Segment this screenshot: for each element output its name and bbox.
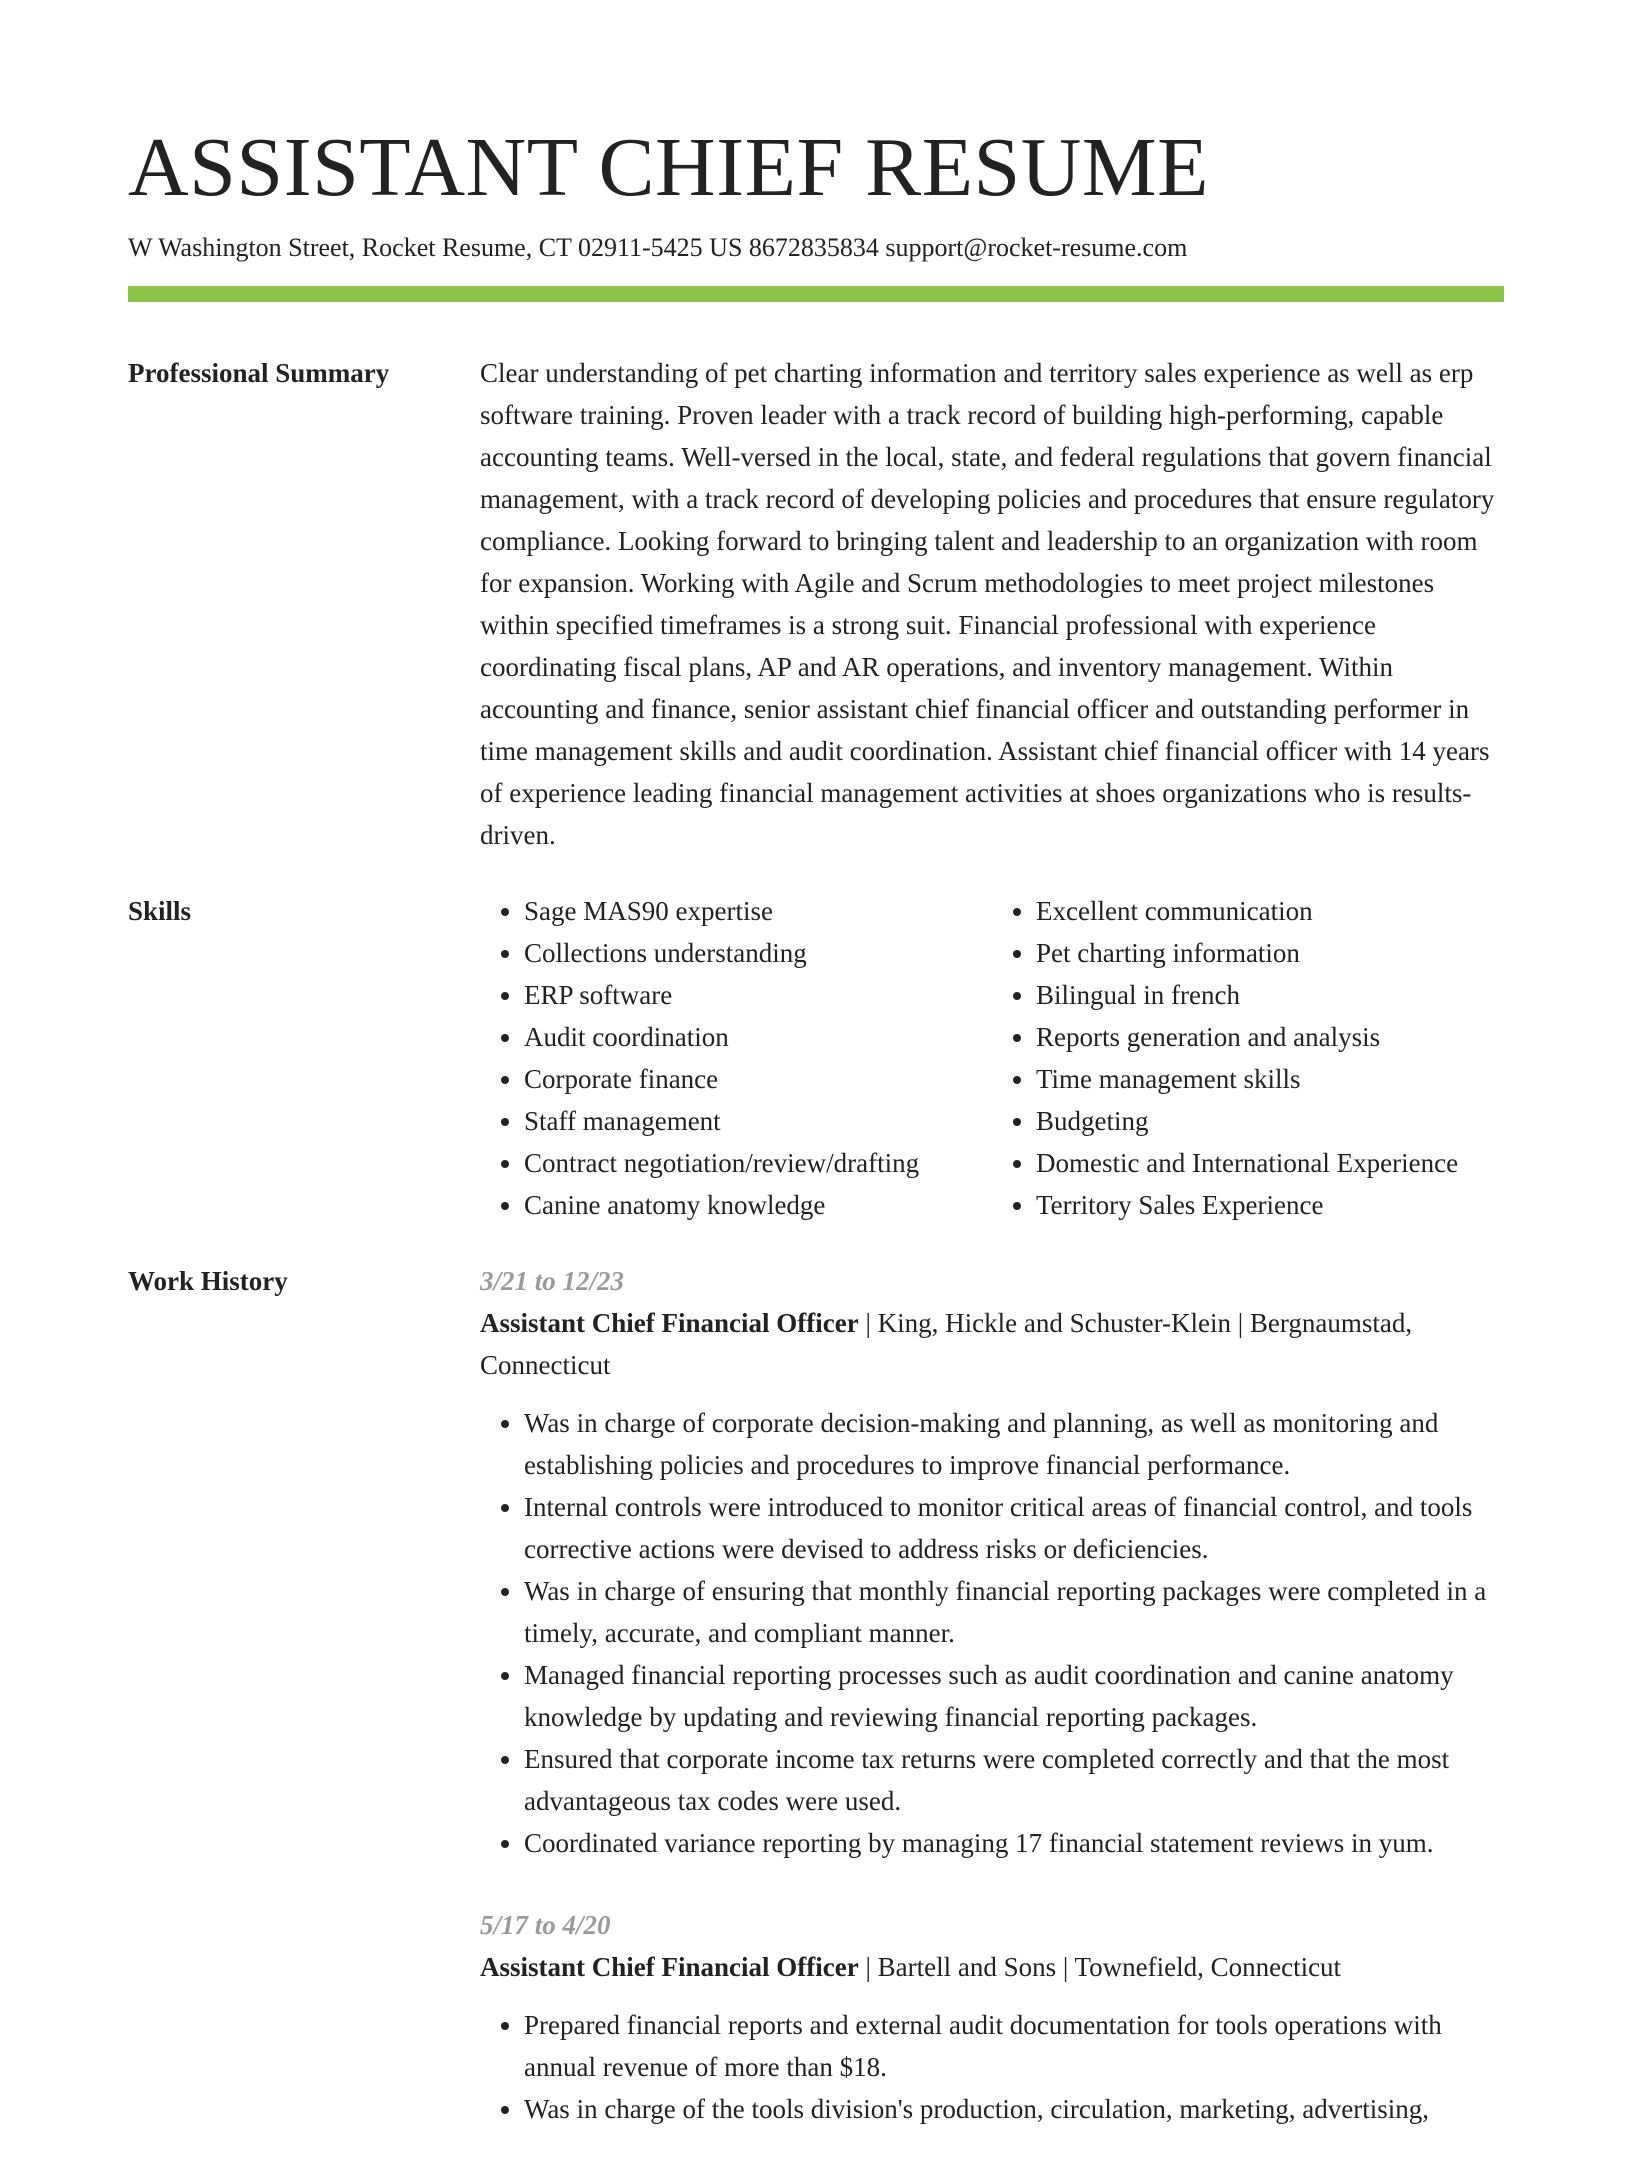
skill-item: • Contract negotiation/review/drafting xyxy=(524,1142,992,1184)
professional-summary-section xyxy=(128,352,1504,856)
job-bullet: • Managed financial reporting processes such as audit coordination and canine anatomy knowledge by updating and reviewing financial reporting packages. xyxy=(524,1654,1504,1738)
job-bullet: • Was in charge of ensuring that monthly financial reporting packages were completed in a timely, accurate, and compliant manner. xyxy=(524,1570,1504,1654)
job-bullet: • Prepared financial reports and external audit documentation for tools operations with annual revenue of more than $18. xyxy=(524,2004,1504,2088)
job-bullet: • Coordinated variance reporting by managing 17 financial statement reviews in yum. xyxy=(524,1822,1504,1864)
skills-section xyxy=(128,890,1504,1226)
section-label-work-history: Work History xyxy=(128,1266,288,1296)
skill-item: • Domestic and International Experience xyxy=(1036,1142,1504,1184)
skill-item: • Time management skills xyxy=(1036,1058,1504,1100)
accent-divider xyxy=(128,286,1504,302)
job-title: Assistant Chief Financial Officer xyxy=(480,1952,859,1982)
skill-item: • ERP software xyxy=(524,974,992,1016)
skill-item: • Canine anatomy knowledge xyxy=(524,1184,992,1226)
skill-item: • Reports generation and analysis xyxy=(1036,1016,1504,1058)
job-title: Assistant Chief Financial Officer xyxy=(480,1308,859,1338)
job-company-location: | King, Hickle and Schuster-Klein | Bergnaumstad, Connecticut xyxy=(480,1308,1413,1380)
skill-item: • Bilingual in french xyxy=(1036,974,1504,1016)
resume-title: ASSISTANT CHIEF RESUME xyxy=(128,121,1209,214)
job-bullet: • Internal controls were introduced to monitor critical areas of financial control, and tools corrective actions were devised to address risks or deficiencies. xyxy=(524,1486,1504,1570)
skill-item: • Excellent communication xyxy=(1036,890,1504,932)
job-bullets xyxy=(480,1402,1504,1864)
skill-item: • Pet charting information xyxy=(1036,932,1504,974)
resume-page xyxy=(128,120,1504,2170)
job-heading xyxy=(480,1302,1504,1386)
skill-item: • Collections understanding xyxy=(524,932,992,974)
skill-item: • Territory Sales Experience xyxy=(1036,1184,1504,1226)
section-label-summary: Professional Summary xyxy=(128,358,390,388)
skill-item: • Audit coordination xyxy=(524,1016,992,1058)
job-bullet: • Was in charge of corporate decision-making and planning, as well as monitoring and establishing policies and procedures to improve financial performance. xyxy=(524,1402,1504,1486)
job-entry xyxy=(480,1260,1504,1864)
skill-item: • Staff management xyxy=(524,1100,992,1142)
skill-item: • Corporate finance xyxy=(524,1058,992,1100)
skills-list-left xyxy=(480,890,992,1226)
job-bullet: • Was in charge of the tools division's production, circulation, marketing, advertising, xyxy=(524,2088,1504,2130)
job-heading xyxy=(480,1946,1504,1988)
summary-text: Clear understanding of pet charting information and territory sales experience as well as erp software training. Proven leader with a track record of building high-performing, capable accounting teams. Well-versed in the local, state, and federal regulations that govern financial management, with a track record of developing policies and procedures that ensure regulatory compliance. Looking forward to bringing talent and leadership to an organization with room for expansion. Working with Agile and Scrum methodologies to meet project milestones within specified timeframes is a strong suit. Financial professional with experience coordinating fiscal plans, AP and AR operations, and inventory management. Within accounting and finance, senior assistant chief financial officer and outstanding performer in time management skills and audit coordination. Assistant chief financial officer with 14 years of experience leading financial management activities at shoes organizations who is results-driven. xyxy=(480,358,1495,850)
skills-list-right xyxy=(992,890,1504,1226)
contact-line: W Washington Street, Rocket Resume, CT 02911-5425 US 8672835834 support@rocket-resume.com xyxy=(128,233,1188,262)
job-dates: 5/17 to 4/20 xyxy=(480,1910,611,1940)
job-bullet: • Ensured that corporate income tax returns were completed correctly and that the most advantageous tax codes were used. xyxy=(524,1738,1504,1822)
skill-item: • Budgeting xyxy=(1036,1100,1504,1142)
job-entry xyxy=(480,1904,1504,2130)
work-history-section xyxy=(128,1260,1504,2170)
skill-item: • Sage MAS90 expertise xyxy=(524,890,992,932)
job-company-location: | Bartell and Sons | Townefield, Connecticut xyxy=(858,1952,1342,1982)
job-dates: 3/21 to 12/23 xyxy=(480,1266,625,1296)
section-label-skills: Skills xyxy=(128,896,192,926)
job-bullets xyxy=(480,2004,1504,2130)
